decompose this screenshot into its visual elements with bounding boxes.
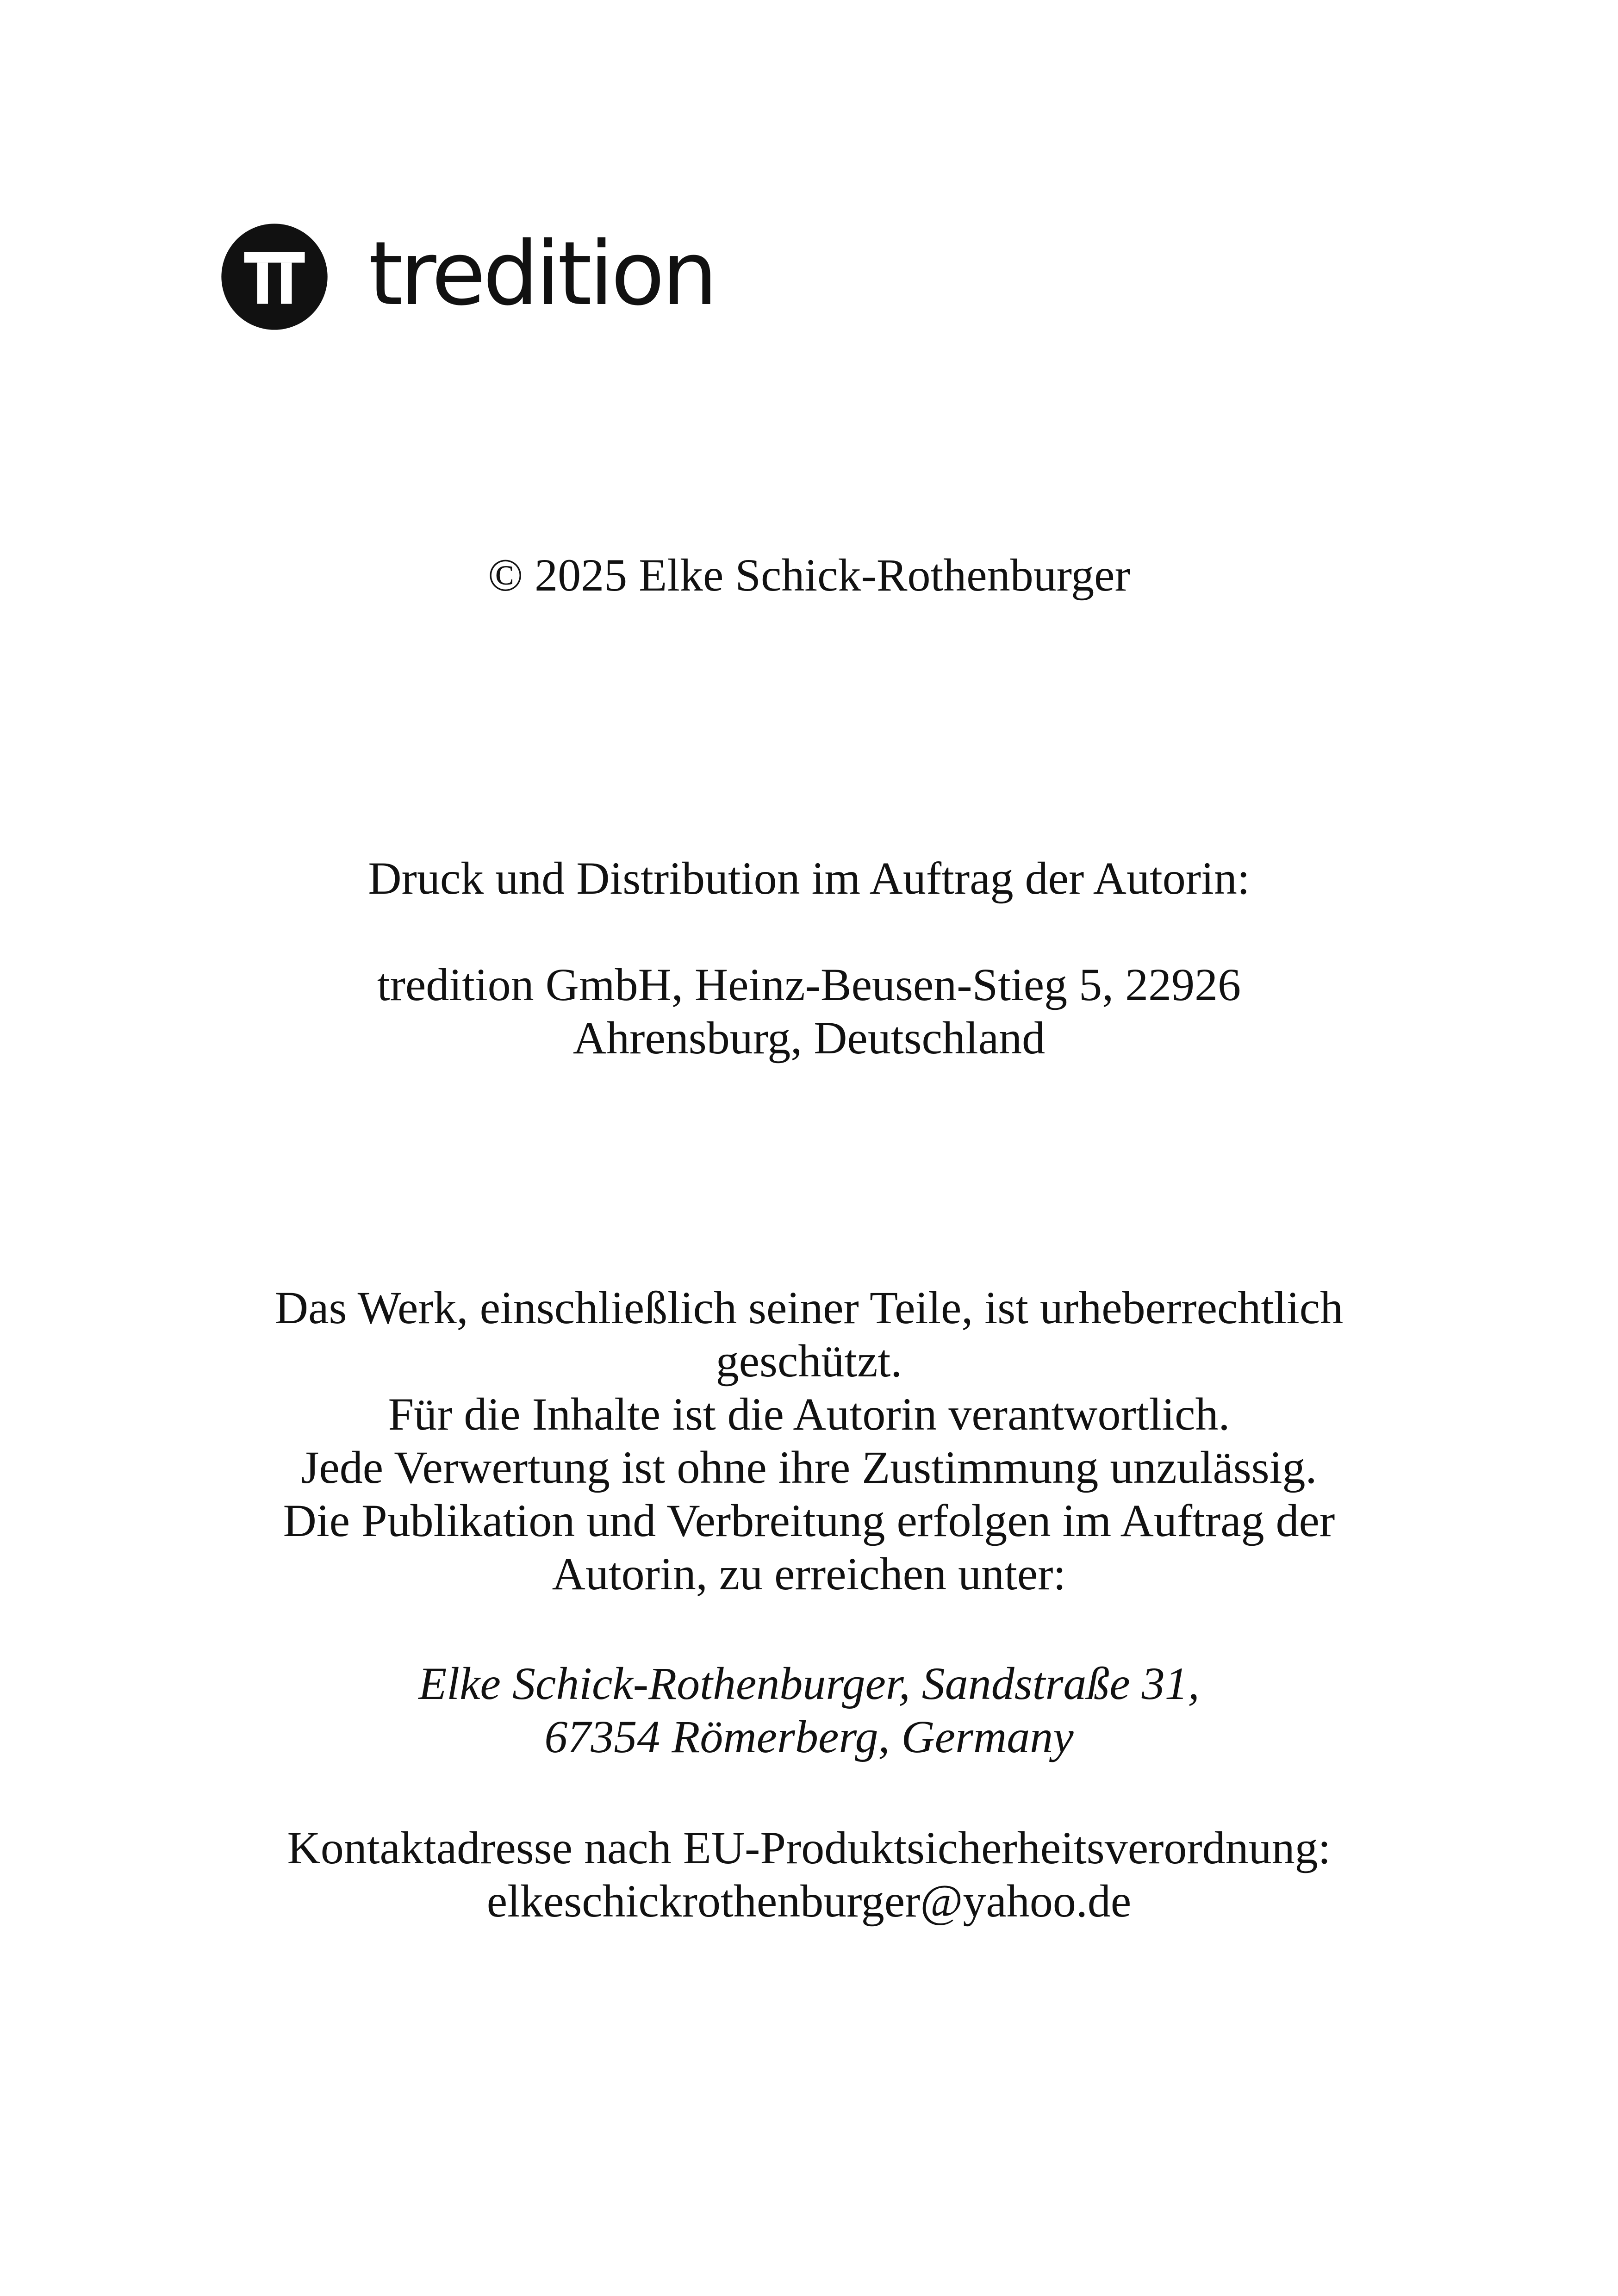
tredition-logo-icon	[220, 223, 329, 331]
rights-notice	[0, 1281, 1618, 1600]
author-address	[0, 1657, 1618, 1763]
author-address-line-1: Elke Schick-Rothenburger, Sandstraße 31,	[418, 1658, 1200, 1709]
contact-block	[0, 1821, 1618, 1928]
contact-email: elkeschickrothenburger@yahoo.de	[486, 1875, 1132, 1927]
publisher-address-line-1: tredition GmbH, Heinz-Beusen-Stieg 5, 22926	[377, 959, 1241, 1010]
copyright-notice	[0, 548, 1618, 602]
contact-label: Kontaktadresse nach EU-Produktsicherheitsverordnung:	[287, 1822, 1331, 1873]
publisher-logo	[220, 221, 715, 332]
author-address-line-2: 67354 Römerberg, Germany	[544, 1711, 1074, 1762]
distribution-heading: Druck und Distribution im Auftrag der Autorin:	[368, 852, 1250, 904]
logo-wordmark: tredition	[368, 223, 715, 325]
publisher-address	[0, 958, 1618, 1064]
rights-line-5: Die Publikation und Verbreitung erfolgen im Auftrag der	[283, 1495, 1335, 1546]
rights-line-4: Jede Verwertung ist ohne ihre Zustimmung unzulässig.	[301, 1442, 1317, 1493]
rights-line-6: Autorin, zu erreichen unter:	[552, 1548, 1066, 1599]
publisher-address-line-2: Ahrensburg, Deutschland	[573, 1012, 1045, 1064]
distribution-heading-block	[0, 852, 1618, 905]
rights-line-2: geschützt.	[716, 1335, 902, 1387]
rights-line-3: Für die Inhalte ist die Autorin verantwortlich.	[388, 1388, 1230, 1440]
copyright-text: © 2025 Elke Schick-Rothenburger	[488, 549, 1130, 601]
rights-line-1: Das Werk, einschließlich seiner Teile, ist urheberrechtlich	[274, 1282, 1344, 1333]
